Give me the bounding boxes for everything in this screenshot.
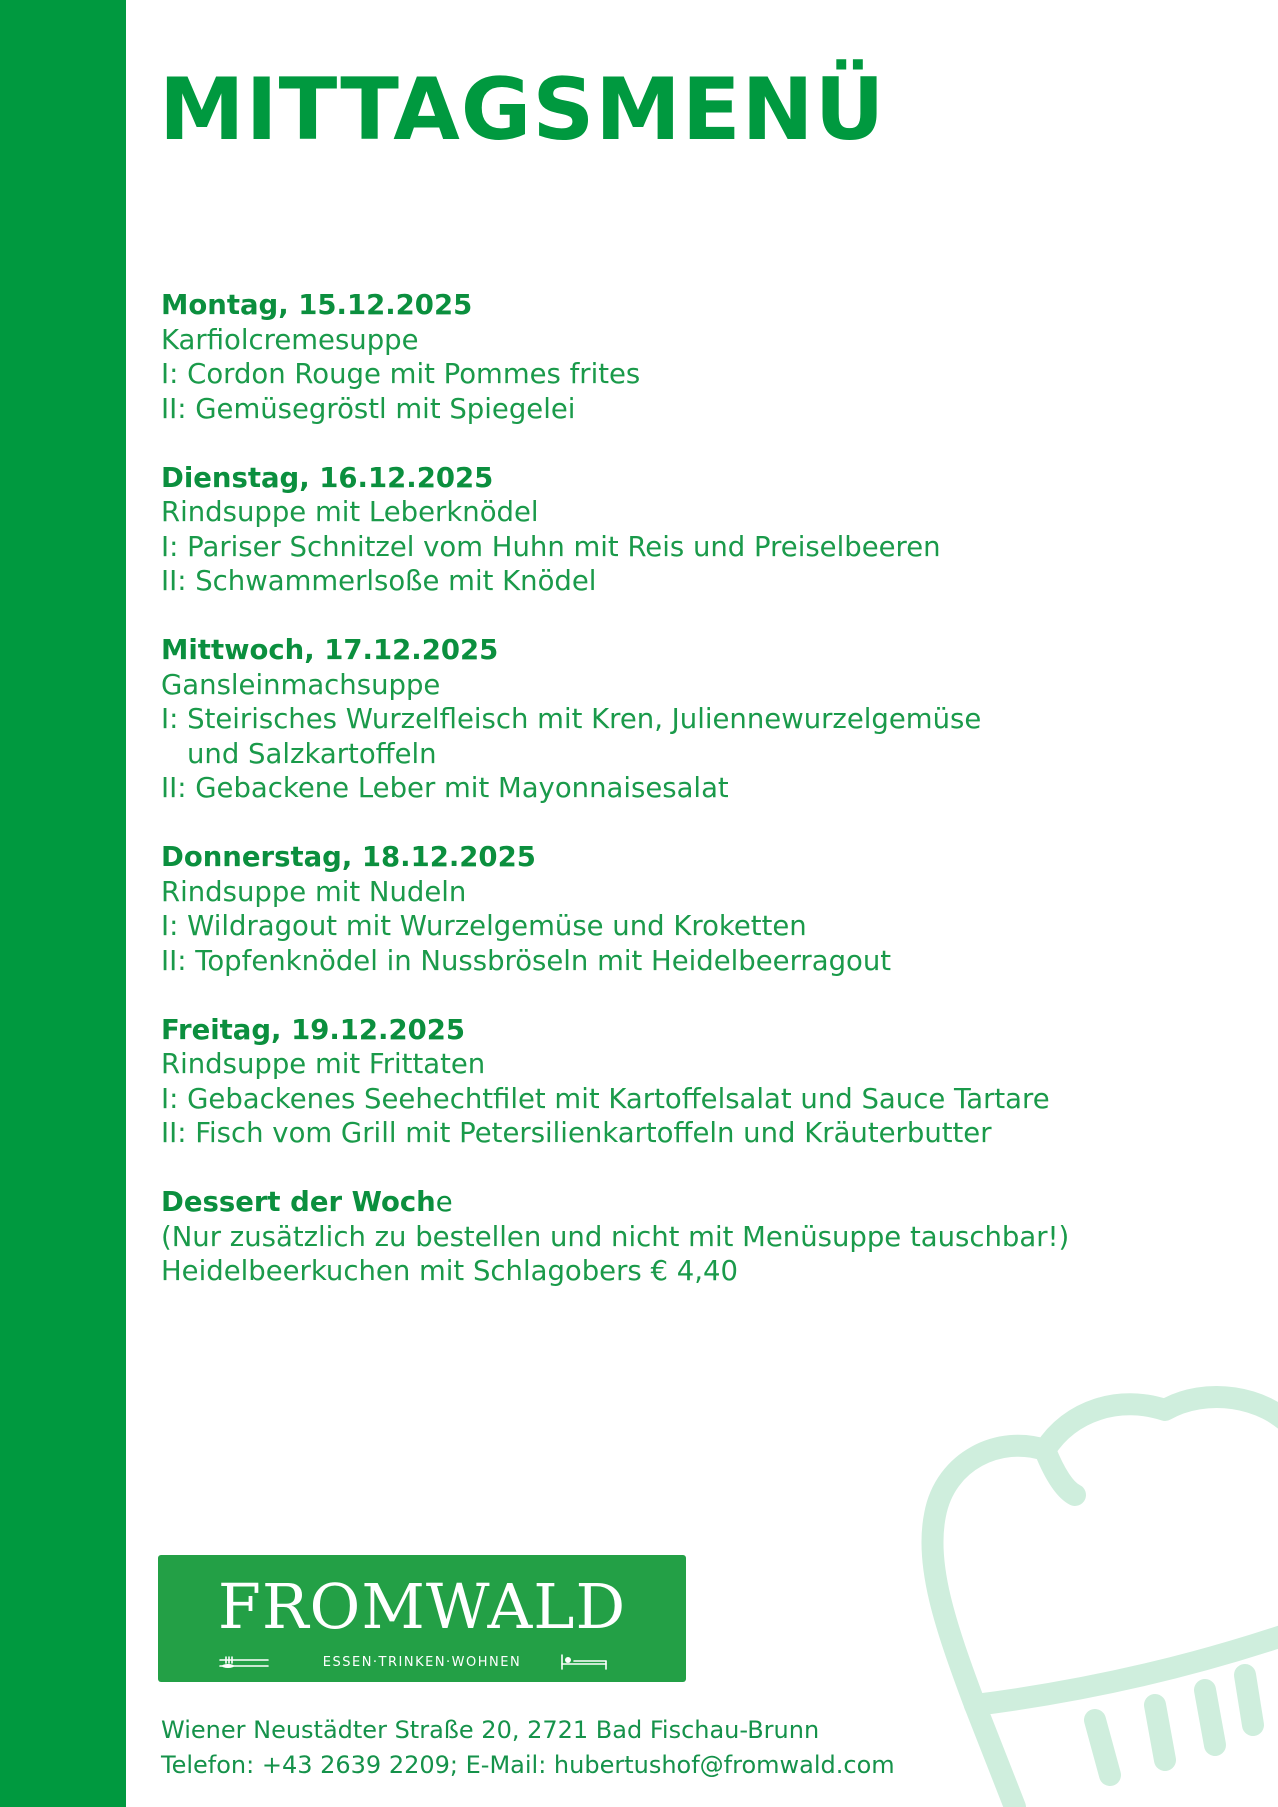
dessert-section (161, 1185, 1241, 1289)
dessert-heading-bold: Dessert der Woch (161, 1186, 436, 1218)
dessert-heading (161, 1185, 1241, 1220)
logo-tagline: ESSEN·TRINKEN·WOHNEN (322, 1655, 522, 1670)
left-green-bar (0, 0, 126, 1807)
dessert-heading-tail: e (435, 1186, 453, 1218)
day-soup: Karfiolcremesuppe (161, 323, 419, 356)
day-monday (161, 288, 1241, 426)
address: Wiener Neustädter Straße 20, 2721 Bad Fischau-Brunn (161, 1716, 820, 1744)
dessert-item: Heidelbeerkuchen mit Schlagobers € 4,40 (161, 1255, 738, 1287)
weekly-menu (161, 288, 1241, 1323)
day-friday (161, 1013, 1241, 1151)
day-heading: Montag, 15.12.2025 (161, 289, 473, 321)
day-menu-1: I: Cordon Rouge mit Pommes frites (161, 358, 641, 390)
day-heading: Freitag, 19.12.2025 (161, 1013, 466, 1046)
day-menu-1: I: Steirisches Wurzelfleisch mit Kren, Juliennewurzelgemüse (161, 703, 982, 735)
day-menu-1: I: Wildragout mit Wurzelgemüse und Kroketten (161, 910, 807, 942)
dessert-note: (Nur zusätzlich zu bestellen und nicht mit Menüsuppe tauschbar!) (161, 1220, 1070, 1253)
day-menu-1: I: Pariser Schnitzel vom Huhn mit Reis und Preiselbeeren (161, 530, 941, 563)
day-menu-2: II: Gebackene Leber mit Mayonnaisesalat (161, 772, 729, 804)
day-menu-2: II: Schwammerlsoße mit Knödel (161, 565, 597, 597)
page-title: MITTAGSMENÜ (159, 60, 886, 160)
day-thursday (161, 840, 1241, 978)
day-soup: Gansleinmachsuppe (161, 668, 441, 701)
day-tuesday (161, 461, 1241, 599)
contact-footer (161, 1713, 1161, 1783)
day-soup: Rindsuppe mit Frittaten (161, 1048, 486, 1080)
contact-info: Telefon: +43 2639 2209; E-Mail: hubertushof@fromwald.com (161, 1751, 895, 1779)
fromwald-logo (158, 1555, 686, 1682)
day-wednesday (161, 633, 1241, 806)
logo-name: FROMWALD (217, 1570, 627, 1643)
bed-icon (560, 1653, 608, 1671)
day-soup: Rindsuppe mit Nudeln (161, 875, 467, 908)
day-menu-1-continued: und Salzkartoffeln (187, 737, 437, 770)
day-heading: Mittwoch, 17.12.2025 (161, 634, 499, 666)
day-heading: Donnerstag, 18.12.2025 (161, 841, 536, 873)
day-heading: Dienstag, 16.12.2025 (161, 461, 494, 494)
day-soup: Rindsuppe mit Leberknödel (161, 496, 539, 528)
day-menu-2: II: Fisch vom Grill mit Petersilienkartoffeln und Kräuterbutter (161, 1117, 992, 1149)
day-menu-2: II: Gemüsegröstl mit Spiegelei (161, 392, 576, 425)
day-menu-2: II: Topfenknödel in Nussbröseln mit Heidelbeerragout (161, 944, 892, 977)
day-menu-1: I: Gebackenes Seehechtfilet mit Kartoffelsalat und Sauce Tartare (161, 1082, 1050, 1115)
